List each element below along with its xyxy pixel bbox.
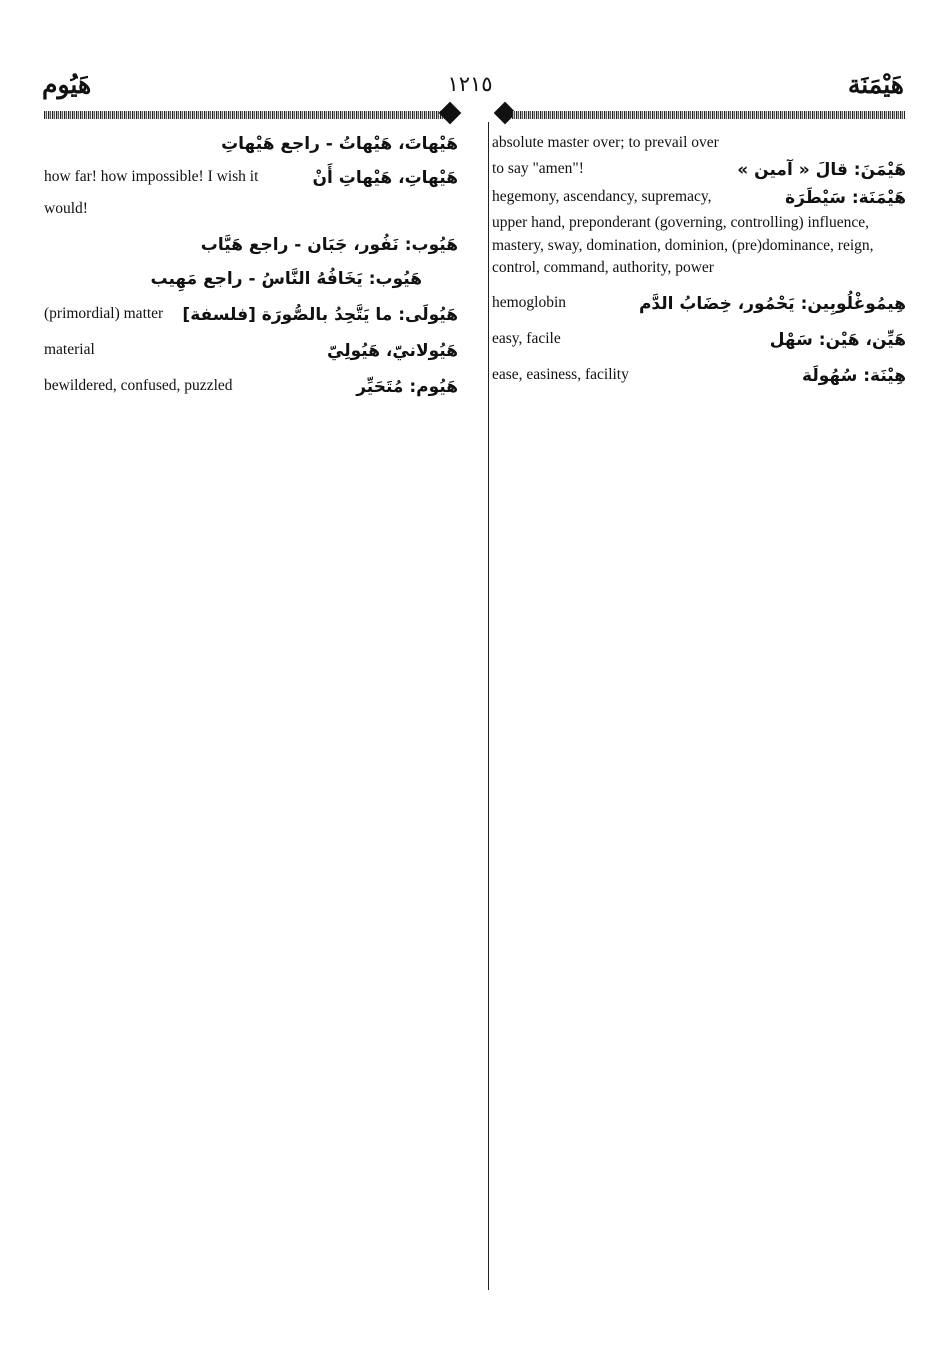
dictionary-entry (492, 158, 906, 182)
entry-headword: هَيْهاتَ، هَيْهاتُ - راجع هَيْهاتِ (221, 134, 458, 154)
dictionary-entry (44, 339, 458, 363)
diamond-ornament-left (439, 102, 462, 125)
column-divider (488, 122, 489, 1290)
entry-headword: هَيْهاتِ، هَيْهاتِ أَنْ (312, 168, 458, 188)
dictionary-entry (492, 292, 906, 316)
dictionary-entry (44, 303, 458, 327)
entry-headword: هَيِّن، هَيْن: سَهْل (769, 329, 906, 350)
page-number: ١٢١٥ (447, 72, 493, 96)
header-rule-right (512, 111, 905, 119)
left-column (44, 132, 458, 411)
entry-headword: هَيْمَنَة: سَيْطَرَة (785, 188, 906, 208)
entry-headword: هِيمُوغْلُوبِين: يَحْمُور، خِضَابُ الدَّم (638, 293, 906, 314)
dictionary-entry (492, 328, 906, 352)
dictionary-entry (44, 375, 458, 399)
dictionary-entry (492, 364, 906, 388)
entry-headword: هِيْنَة: سُهُولَة (802, 365, 906, 386)
entry-definition-continuation: absolute master over; to prevail over (492, 134, 719, 151)
dictionary-entry (44, 166, 458, 190)
entry-definition-continuation: upper hand, preponderant (governing, controlling) influence, mastery, sway, domination, dominion, (pre)dominance, reign, control, command, authority, power (492, 214, 874, 276)
entry-headword: هَيُولانيّ، هَيُولِيّ (327, 340, 458, 361)
entry-definition: hegemony, ascendancy, supremacy, (492, 188, 712, 205)
entry-definition: to say "amen"! (492, 160, 584, 177)
header-left-word: هَيُوم (42, 70, 92, 99)
entry-headword: هَيْمَنَ: قالَ « آمين » (737, 160, 906, 180)
entry-definition: material (44, 340, 95, 358)
header-right-word: هَيْمَنَة (847, 70, 904, 99)
entry-headword: هَيُوم: مُتَحَيِّر (356, 376, 458, 397)
dictionary-entry (492, 186, 906, 210)
entry-headword: هَيُوب: نَفُور، جَبَان - راجع هَيَّاب (200, 234, 458, 255)
entry-headword: هَيُولَى: ما يَتَّحِدُ بالصُّورَة [فلسفة] (182, 304, 458, 325)
entry-definition: bewildered, confused, puzzled (44, 376, 233, 394)
entry-definition: easy, facile (492, 329, 561, 347)
entry-definition-continuation: would! (44, 200, 88, 217)
entry-definition: (primordial) matter (44, 304, 164, 322)
header-rule-left (44, 111, 452, 119)
entry-headword: هَيُوب: يَخَافُهُ النَّاسُ - راجع مَهِيب (150, 268, 422, 289)
entry-definition: ease, easiness, facility (492, 365, 629, 383)
right-column (492, 132, 906, 400)
entry-definition: hemoglobin (492, 293, 567, 311)
entry-definition: how far! how impossible! I wish it (44, 168, 259, 185)
